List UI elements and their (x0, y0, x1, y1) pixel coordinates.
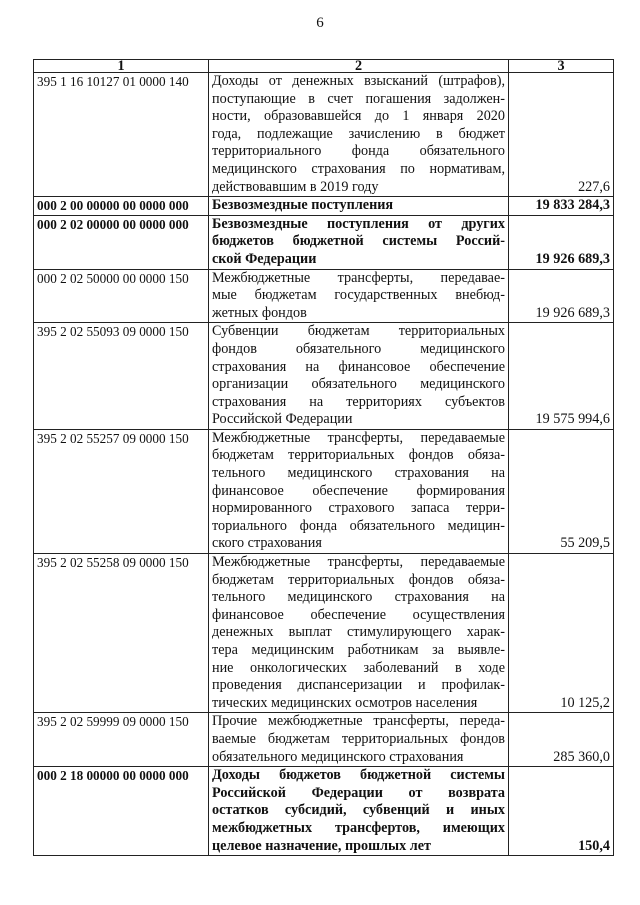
budget-code-cell: 000 2 02 50000 00 0000 150 (34, 269, 209, 323)
description-line: ности, образовавшейся до 1 января 2020 (212, 108, 505, 125)
description-line: Российской Федерации от возврата (212, 784, 505, 801)
amount-cell: 19 833 284,3 (509, 197, 614, 216)
description-line: межбюджетных трансфертов, имеющих (212, 819, 505, 836)
budget-code-cell: 000 2 00 00000 00 0000 000 (34, 197, 209, 216)
header-col-2: 2 (209, 60, 509, 73)
description-line: страхования на территориях субъектов (212, 393, 505, 410)
table-header-row (34, 60, 614, 73)
table-row (34, 554, 614, 713)
description-line: нормированного страхового запаса терри- (212, 500, 505, 517)
description-line: медицинского страхования по нормативам, (212, 160, 505, 177)
description-line: бюджетам территориальных фондов обяза- (212, 447, 505, 464)
table-row (34, 429, 614, 553)
amount-cell: 19 926 689,3 (509, 269, 614, 323)
description-line: организации обязательного медицинского (212, 376, 505, 393)
description-line: бюджетов бюджетной системы Россий- (212, 233, 505, 250)
description-cell (209, 215, 509, 269)
description-line: проведения диспансеризации и профилак- (212, 677, 505, 694)
description-line: ние онкологических заболеваний в ходе (212, 659, 505, 676)
table-row (34, 323, 614, 430)
description-cell (209, 197, 509, 216)
description-line: тельного медицинского страхования на (212, 589, 505, 606)
description-line: остатков субсидий, субвенций и иных (212, 802, 505, 819)
header-col-1: 1 (34, 60, 209, 73)
budget-code-cell: 395 1 16 10127 01 0000 140 (34, 73, 209, 197)
amount-cell: 150,4 (509, 767, 614, 856)
description-line: Доходы от денежных взысканий (штрафов), (212, 73, 505, 89)
description-line: территориального фонда обязательного (212, 143, 505, 160)
description-cell (209, 429, 509, 553)
description-line: фондов обязательного медицинского (212, 340, 505, 357)
budget-code-cell: 000 2 02 00000 00 0000 000 (34, 215, 209, 269)
description-line: Российской Федерации (212, 411, 353, 428)
description-line: года, подлежащие зачислению в бюджет (212, 125, 505, 142)
amount-cell: 285 360,0 (509, 713, 614, 767)
description-line: Безвозмездные поступления (212, 197, 394, 214)
description-line: Межбюджетные трансферты, передавае- (212, 269, 505, 286)
description-line: бюджетам территориальных фондов обяза- (212, 571, 505, 588)
description-line: Межбюджетные трансферты, передаваемые (212, 554, 505, 571)
description-line: поступающие в счет погашения задолжен- (212, 90, 505, 107)
description-cell (209, 73, 509, 197)
table-row (34, 73, 614, 197)
description-line: Межбюджетные трансферты, передаваемые (212, 429, 505, 446)
description-line: тера медицинским работникам за выявле- (212, 642, 505, 658)
budget-code-cell: 395 2 02 55258 09 0000 150 (34, 554, 209, 713)
budget-code-cell: 395 2 02 55093 09 0000 150 (34, 323, 209, 430)
description-line: мые бюджетам государственных внебюд- (212, 287, 505, 304)
description-line: жетных фондов (212, 304, 307, 321)
description-line: действовавшим в 2019 году (212, 178, 379, 195)
description-line: целевое назначение, прошлых лет (212, 837, 431, 854)
description-line: финансовое обеспечение формирования (212, 482, 505, 499)
amount-cell: 10 125,2 (509, 554, 614, 713)
table-row (34, 269, 614, 323)
description-line: Безвозмездные поступления от других (212, 215, 505, 232)
description-line: финансовое обеспечение осуществления (212, 606, 505, 623)
table-row (34, 215, 614, 269)
budget-code-cell: 395 2 02 59999 09 0000 150 (34, 713, 209, 767)
description-line: страхования на финансовое обеспечение (212, 358, 505, 375)
description-line: тических медицинских осмотров населения (212, 694, 478, 711)
description-cell (209, 713, 509, 767)
description-line: обязательного медицинского страхования (212, 748, 464, 765)
table-row (34, 197, 614, 216)
page-number: 6 (316, 15, 324, 31)
description-line: денежных выплат стимулирующего харак- (212, 624, 505, 641)
description-cell (209, 323, 509, 430)
description-cell (209, 767, 509, 856)
description-line: ской Федерации (212, 250, 317, 267)
budget-code-cell: 395 2 02 55257 09 0000 150 (34, 429, 209, 553)
amount-cell: 55 209,5 (509, 429, 614, 553)
table-row (34, 713, 614, 767)
amount-cell: 227,6 (509, 73, 614, 197)
description-line: ваемые бюджетам территориальных фондов (212, 730, 505, 747)
description-cell (209, 269, 509, 323)
description-line: Субвенции бюджетам территориальных (212, 323, 505, 340)
description-line: тельного медицинского страхования на (212, 465, 505, 482)
description-line: Доходы бюджетов бюджетной системы (212, 767, 505, 784)
header-col-3: 3 (509, 60, 614, 73)
budget-code-cell: 000 2 18 00000 00 0000 000 (34, 767, 209, 856)
description-cell (209, 554, 509, 713)
amount-cell: 19 575 994,6 (509, 323, 614, 430)
budget-revenue-table (33, 59, 614, 856)
table-row (34, 767, 614, 856)
description-line: Прочие межбюджетные трансферты, переда- (212, 713, 505, 730)
description-line: ского страхования (212, 535, 322, 552)
amount-cell: 19 926 689,3 (509, 215, 614, 269)
description-line: ториального фонда обязательного медицин- (212, 517, 505, 534)
